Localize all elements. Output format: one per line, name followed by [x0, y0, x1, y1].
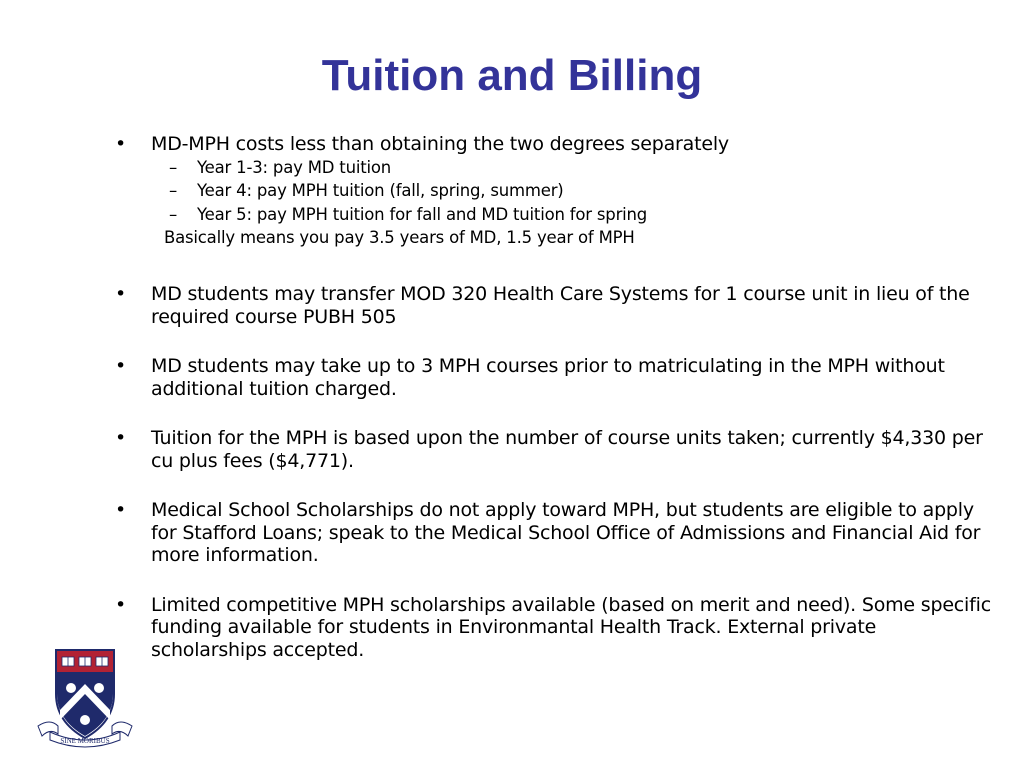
bullet-text: MD students may take up to 3 MPH courses prior to matriculating in the MPH without additional tuition charged.	[151, 355, 945, 400]
bullet-marker: •	[115, 427, 127, 449]
bullet-marker: •	[115, 133, 127, 155]
university-shield-icon	[36, 648, 134, 748]
bullet-item	[0, 283, 1024, 328]
dash-marker: –	[169, 204, 178, 224]
bullet-text: MD-MPH costs less than obtaining the two degrees separately	[151, 133, 729, 155]
sub-bullet-item	[0, 156, 977, 180]
bullet-text: Tuition for the MPH is based upon the number of course units taken; currently $4,330 per cu plus fees ($4,771).	[151, 427, 983, 472]
slide-title: Tuition and Billing	[321, 51, 703, 100]
sub-bullet-text: Year 5: pay MPH tuition for fall and MD tuition for spring	[197, 204, 648, 224]
sub-bullet-text: Year 4: pay MPH tuition (fall, spring, summer)	[197, 181, 564, 200]
bullet-item	[0, 427, 1024, 472]
bullet-marker: •	[115, 355, 127, 377]
bullet-text: Medical School Scholarships do not apply toward MPH, but students are eligible to apply for Stafford Loans; speak to the Medical School Office of Admissions and Financial Aid for more information.	[151, 499, 981, 566]
bullet-item	[0, 133, 1024, 250]
dash-marker: –	[169, 157, 178, 177]
slide-body	[0, 133, 1024, 661]
bullet-item	[0, 594, 1024, 662]
bullet-item	[0, 499, 1024, 567]
bullet-text: Limited competitive MPH scholarships available (based on merit and need). Some specific funding available for students in Environmantal Health Track. External private scholarships accepted.	[151, 593, 991, 661]
sub-bullet-item	[0, 179, 977, 203]
bullet-note: Basically means you pay 3.5 years of MD, 1.5 year of MPH	[164, 228, 635, 247]
bullet-marker: •	[115, 593, 127, 616]
bullet-text: MD students may transfer MOD 320 Health Care Systems for 1 course unit in lieu of the required course PUBH 505	[151, 283, 970, 328]
bullet-marker: •	[115, 499, 127, 521]
sub-bullet-text: Year 1-3: pay MD tuition	[197, 157, 392, 177]
bullet-item	[0, 355, 1024, 400]
bullet-marker: •	[115, 283, 127, 305]
logo-motto: SINE MORIBUS	[60, 737, 110, 745]
sub-bullet-item	[0, 203, 977, 227]
dash-marker: –	[169, 181, 178, 200]
